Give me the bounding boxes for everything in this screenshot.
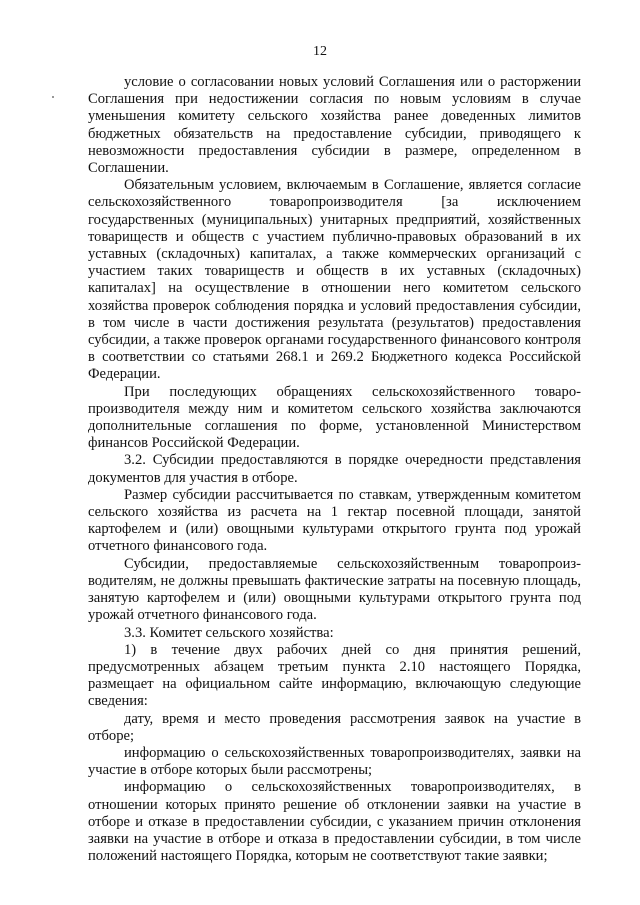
paragraph: 3.3. Комитет сельского хозяйства:: [124, 624, 334, 641]
paragraph: информацию о сельскохозяйственных товаропроизводителях, в отношении которых принято решение об отклонении заявки на участие в отборе и отказе в предоставлении субсидии, с указанием причин отклонения заявки на участие в отборе и отказа в предоставлении субсидии, в том числе положений настоящего Порядка, которым не соответствуют такие заявки;: [88, 779, 581, 865]
paragraph: Субсидии, предоставляемые сельскохозяйственным товаропроиз-водителям, не должны превышать фактические затраты на посевную площадь, занятую картофелем и (или) овощными культурами открытого грунта под урожай отчетного финансового года.: [88, 555, 581, 624]
paragraph: 1) в течение двух рабочих дней со дня принятия решений, предусмотренных абзацем третьим пункта 2.10 настоящего Порядка, размещает на официальном сайте информацию, включающую следующие сведения:: [88, 641, 581, 710]
scan-speck: [52, 96, 54, 98]
paragraph: информацию о сельскохозяйственных товаропроизводителях, заявки на участие в отборе которых были рассмотрены;: [88, 744, 581, 779]
paragraph: Обязательным условием, включаемым в Соглашение, является согласие сельскохозяйственного товаропроизводителя [за исключением государственных (муниципальных) унитарных предприятий, хозяйственных товариществ и обществ с участием публично-правовых образований в их уставных (складочных) капиталах, а также коммерческих организаций с участием таких товариществ и обществ в их уставных (складочных) капиталах] на осуществление в отношении него комитетом сельского хозяйства проверок соблюдения порядка и условий предоставления субсидии, в том числе в части достижения результата (результатов) предоставления субсидии, а также проверок органами государственного финансового контроля в соответствии со статьями 268.1 и 269.2 Бюджетного кодекса Российской Федерации.: [88, 177, 581, 383]
paragraph: дату, время и место проведения рассмотрения заявок на участие в отборе;: [88, 710, 581, 744]
document-body: [88, 74, 581, 865]
paragraph: условие о согласовании новых условий Соглашения или о расторжении Соглашения при недостижении согласия по новым условиям в случае уменьшения комитету сельского хозяйства ранее доведенных лимитов бюджетных обязательств на предоставление субсидии, приводящего к невозможности предоставления субсидии в размере, определенном в Соглашении.: [88, 74, 581, 177]
paragraph: При последующих обращениях сельскохозяйственного товаро-производителя между ним и комитетом сельского хозяйства заключаются дополнительные соглашения по форме, установленной Министерством финансов Российской Федерации.: [88, 383, 581, 452]
page-number: 12: [313, 44, 327, 59]
paragraph: 3.2. Субсидии предоставляются в порядке очередности представления документов для участия в отборе.: [88, 452, 581, 486]
paragraph: Размер субсидии рассчитывается по ставкам, утвержденным комитетом сельского хозяйства из расчета на 1 гектар посевной площади, занятой картофелем и (или) овощными культурами открытого грунта под урожай отчетного финансового года.: [88, 486, 581, 555]
